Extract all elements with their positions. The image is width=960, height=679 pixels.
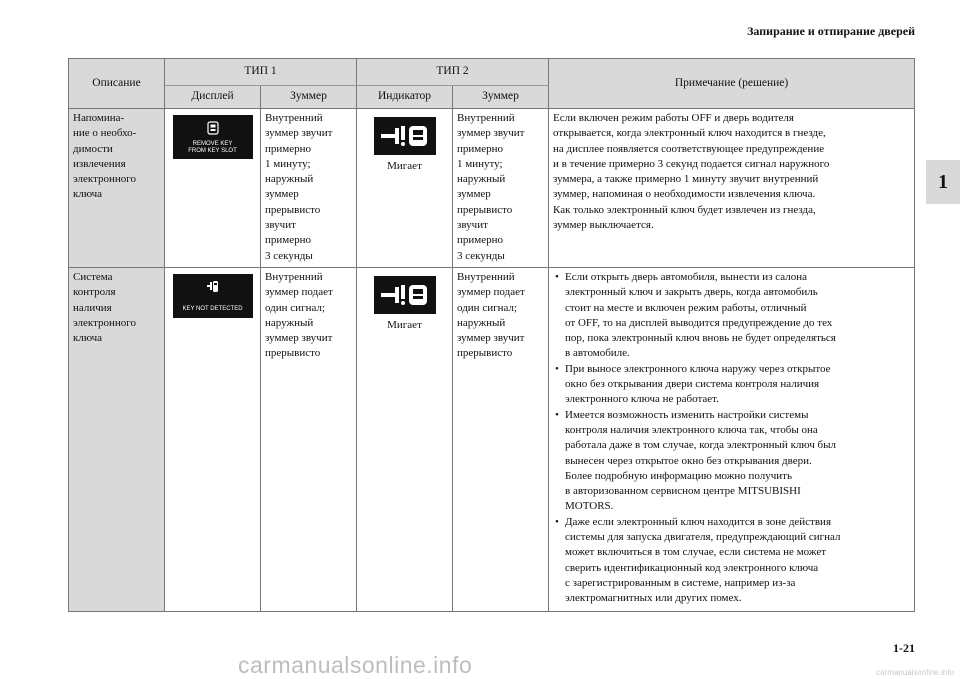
col-header-buzzer: Зуммер <box>261 86 357 109</box>
buzzer-cell: Внутренний зуммер подает один сигнал; наружный зуммер звучит прерывисто <box>261 268 357 612</box>
display-cell <box>165 268 261 612</box>
display-cell <box>165 109 261 268</box>
buzzer-cell: Внутренний зуммер звучит примерно 1 минуту; наружный зуммер прерывисто звучит примерно 3 секунды <box>261 109 357 268</box>
indicator-cell <box>357 109 453 268</box>
key-indicator-icon <box>379 122 431 150</box>
display-message: REMOVE KEY FROM KEY SLOT <box>188 141 237 154</box>
col-header-description: Описание <box>69 59 165 109</box>
note-cell <box>549 268 915 612</box>
buzzer-cell-2: Внутренний зуммер подает один сигнал; наружный зуммер звучит прерывисто <box>453 268 549 612</box>
list-item: • Если открыть дверь автомобиля, вынести из салона электронный ключ и закрыть дверь, когда автомобиль стоит на месте и включен режим работы, отличный от OFF, то на дисплей выводится предупреждение до тех пор, пока электронный ключ вновь не будет определяться в автомобиле. <box>565 270 910 362</box>
indicator-label: Мигает <box>387 160 422 172</box>
indicator-lamp <box>374 276 436 314</box>
chapter-tab: 1 <box>926 160 960 204</box>
key-indicator-icon <box>379 281 431 309</box>
col-header-display: Дисплей <box>165 86 261 109</box>
col-header-type1: ТИП 1 <box>165 59 357 86</box>
indicator-lamp <box>374 117 436 155</box>
col-header-type2: ТИП 2 <box>357 59 549 86</box>
watermark-small-text: carmanualsonline.info <box>876 668 954 677</box>
display-message: KEY NOT DETECTED <box>182 306 243 312</box>
display-screen <box>173 274 253 318</box>
page-header-title: Запирание и отпирание дверей <box>747 24 915 38</box>
page-number: 1-21 <box>893 641 915 655</box>
col-header-notes: Примечание (решение) <box>549 59 915 109</box>
key-fob-icon <box>207 121 219 135</box>
indicator-cell <box>357 268 453 612</box>
list-item: • При выносе электронного ключа наружу через открытое окно без открывания двери система контроля наличия электронного ключа не работает. <box>565 362 910 408</box>
table-row <box>69 109 915 268</box>
row-description: Система контроля наличия электронного ключа <box>69 268 165 612</box>
indicator-label: Мигает <box>387 319 422 331</box>
display-screen <box>173 115 253 159</box>
warning-table <box>68 58 915 612</box>
buzzer-cell-2: Внутренний зуммер звучит примерно 1 минуту; наружный зуммер прерывисто звучит примерно 3 секунды <box>453 109 549 268</box>
col-header-buzzer-2: Зуммер <box>453 86 549 109</box>
table-row <box>69 268 915 612</box>
list-item: • Даже если электронный ключ находится в зоне действия системы для запуска двигателя, предупреждающий сигнал может включиться в том случае, если система не может сверить идентификационный код электронного ключа с зарегистрированным в системе, например из-за электромагнитных или других помех. <box>565 515 910 607</box>
col-header-indicator: Индикатор <box>357 86 453 109</box>
note-cell: Если включен режим работы OFF и дверь водителя открывается, когда электронный ключ находится в гнезде, на дисплее появляется соответствующее предупреждение и в течение примерно 3 секунд подается сигнал наружного зуммера, а также примерно 1 минуту звучит внутренний зуммер, напоминая о необходимости извлечения ключа. Как только электронный ключ будет извлечен из гнезда, зуммер выключается. <box>549 109 915 268</box>
row-description: Напомина- ние о необхо- димости извлечения электронного ключа <box>69 109 165 268</box>
note-list <box>553 270 910 607</box>
watermark-text: carmanualsonline.info <box>238 652 473 678</box>
list-item: • Имеется возможность изменить настройки системы контроля наличия электронного ключа так, чтобы она работала даже в том случае, когда электронный ключ был вынесен через открытое окно без открывания двери. Более подробную информацию можно получить в авторизованном сервисном центре MITSUBISHI MOTORS. <box>565 408 910 515</box>
key-antenna-icon <box>205 280 221 294</box>
